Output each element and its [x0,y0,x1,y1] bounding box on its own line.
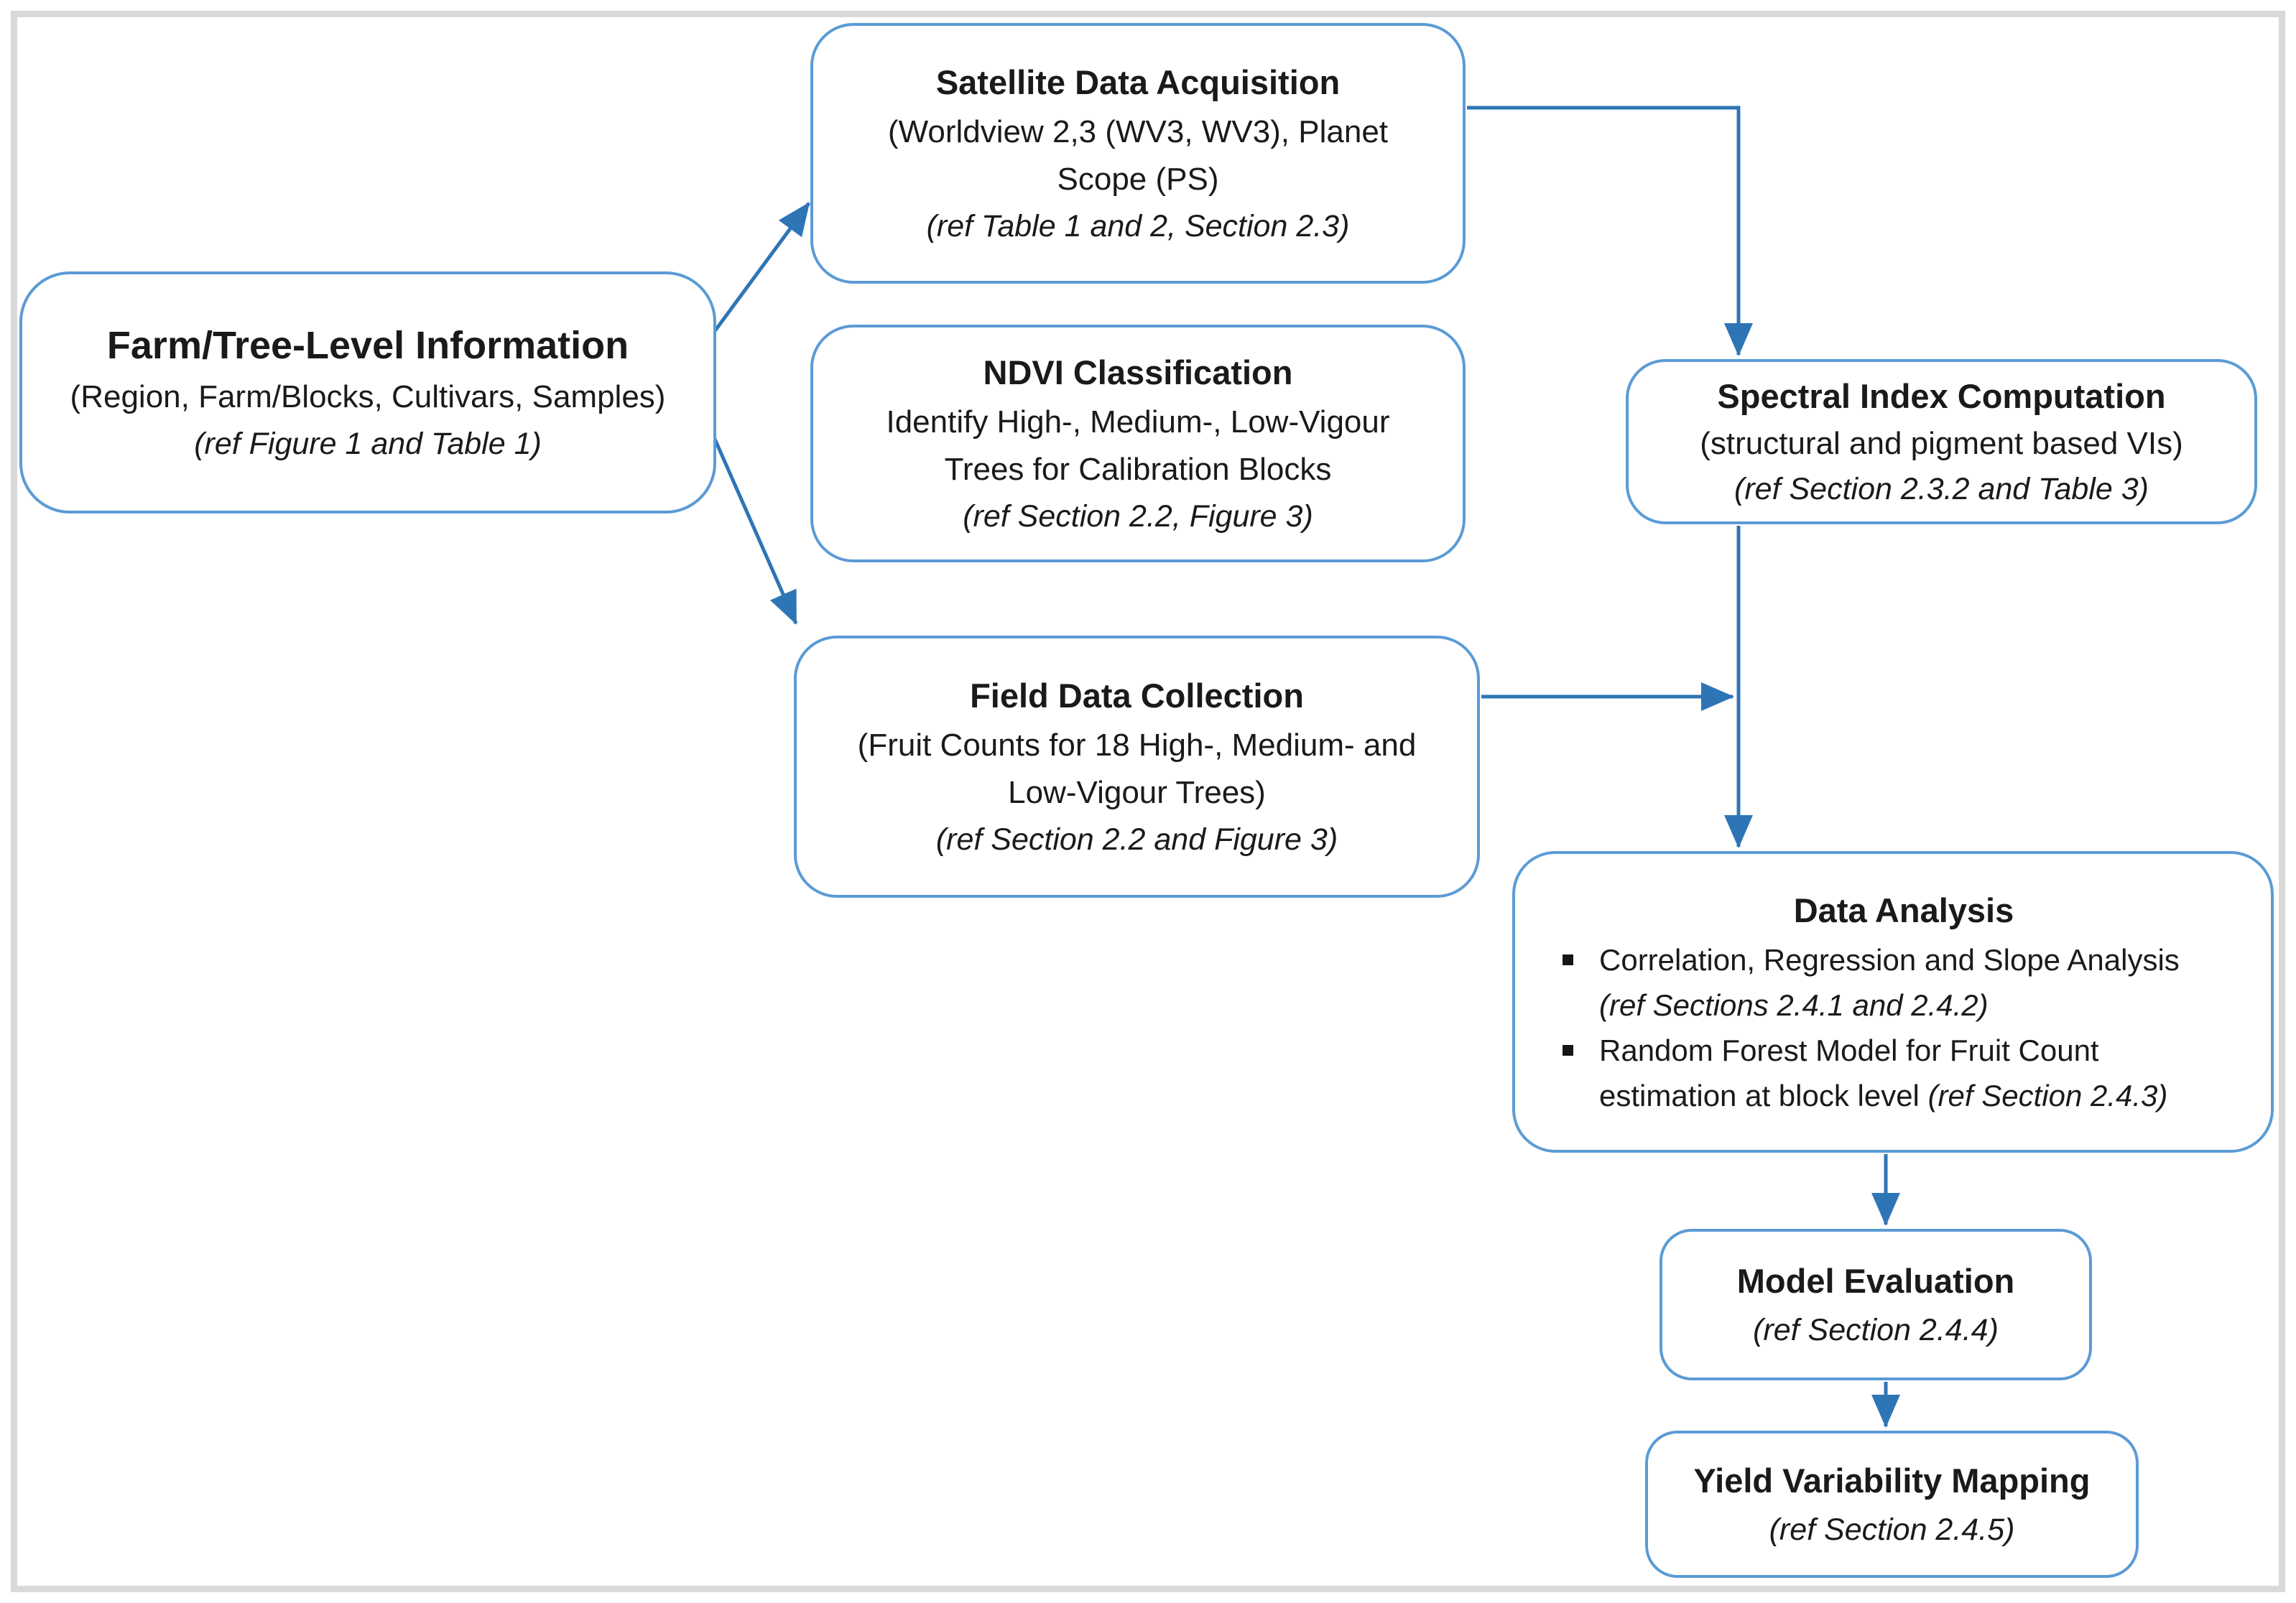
node-spectral-index-computation [1626,359,2257,524]
bullet-ref: (ref Sections 2.4.1 and 2.4.2) [1599,988,1989,1023]
node-ref: (ref Section 2.2, Figure 3) [963,498,1313,534]
bullet-text: estimation at block level [1599,1079,1928,1113]
node-ref: (ref Section 2.3.2 and Table 3) [1734,471,2149,506]
node-title: Spectral Index Computation [1717,376,2166,415]
bullet-square-icon [1563,1045,1573,1056]
node-title: Model Evaluation [1736,1262,2015,1300]
node-satellite-data-acquisition [810,23,1466,284]
node-data-analysis [1512,851,2274,1153]
node-line: Identify High-, Medium-, Low-Vigour [886,404,1390,440]
bullet-ref: (ref Section 2.4.3) [1927,1079,2168,1113]
node-title: Farm/Tree-Level Information [106,324,629,368]
node-model-evaluation [1659,1229,2092,1380]
node-line: (Fruit Counts for 18 High-, Medium- and [857,727,1417,763]
node-ndvi-classification [810,325,1466,562]
node-line: Low-Vigour Trees) [1008,774,1266,810]
node-farm-tree-level-information [19,271,716,514]
node-ref: (ref Section 2.4.4) [1753,1312,1999,1347]
node-line: Trees for Calibration Blocks [944,451,1332,487]
bullet-square-icon [1563,954,1573,965]
node-line: (structural and pigment based VIs) [1700,426,2183,461]
node-title: Data Analysis [1793,891,2014,929]
node-ref: (ref Table 1 and 2, Section 2.3) [926,208,1350,243]
arrow-satellite-to-spectral [1467,108,1739,355]
arrow-farm-to-field [711,431,796,623]
node-yield-variability-mapping [1645,1431,2139,1578]
node-title: NDVI Classification [983,353,1293,391]
node-ref: (ref Section 2.4.5) [1769,1512,2015,1547]
node-line: Scope (PS) [1057,161,1219,197]
bullet-text: Correlation, Regression and Slope Analysis [1599,943,2180,977]
node-title: Field Data Collection [970,677,1304,715]
node-title: Satellite Data Acquisition [935,63,1341,101]
bullet-text: Random Forest Model for Fruit Count [1599,1033,2099,1068]
node-ref: (ref Figure 1 and Table 1) [194,427,542,462]
arrow-farm-to-satellite [713,203,809,334]
node-field-data-collection [794,636,1480,898]
node-line: (Region, Farm/Blocks, Cultivars, Samples) [70,379,666,415]
bullet-item [1558,1028,2249,1118]
node-title: Yield Variability Mapping [1693,1462,2091,1500]
bullet-item [1558,937,2249,1028]
node-ref: (ref Section 2.2 and Figure 3) [935,822,1338,857]
node-line: (Worldview 2,3 (WV3, WV3), Planet [887,113,1389,149]
